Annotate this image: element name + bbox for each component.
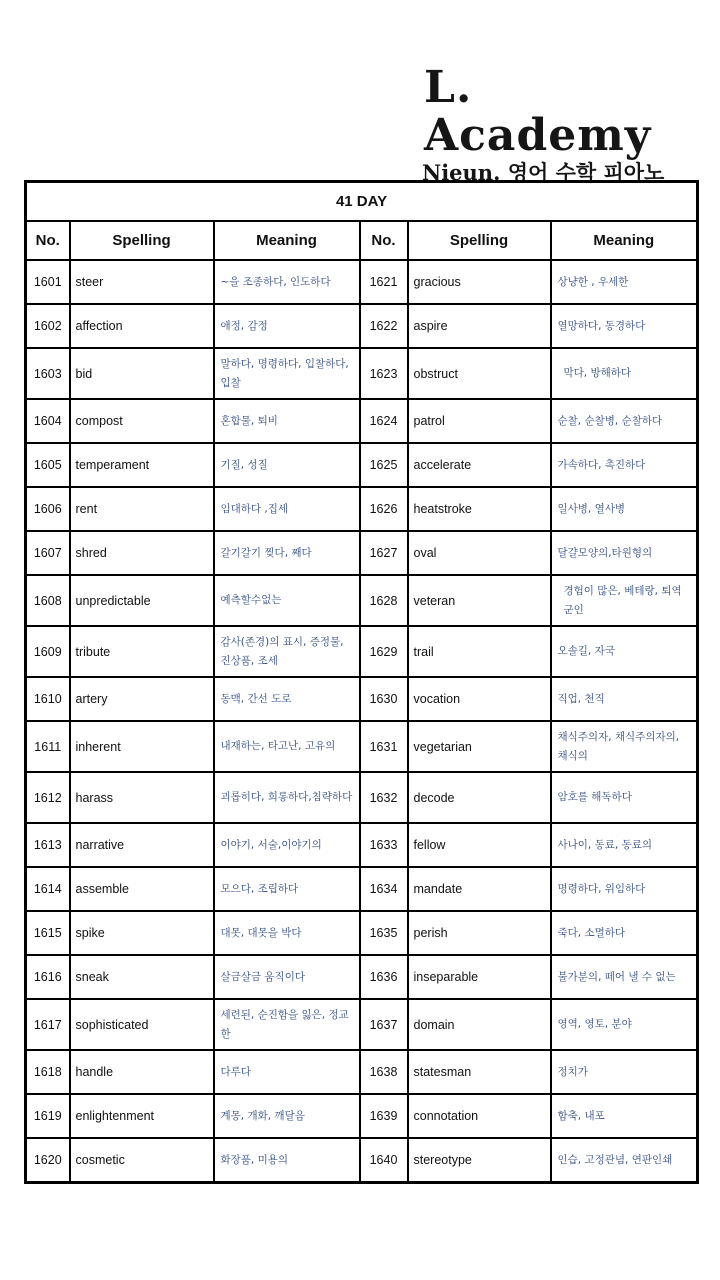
entry-spelling: handle [70, 1050, 214, 1094]
table-row [26, 348, 698, 399]
entry-number: 1638 [360, 1050, 408, 1094]
entry-number: 1639 [360, 1094, 408, 1138]
entry-number: 1626 [360, 487, 408, 531]
entry-meaning: 임대하다 ,집세 [214, 487, 360, 531]
table-row [26, 955, 698, 999]
entry-spelling: oval [408, 531, 551, 575]
entry-spelling: perish [408, 911, 551, 955]
entry-number: 1604 [26, 399, 70, 443]
entry-number: 1622 [360, 304, 408, 348]
entry-spelling: vocation [408, 677, 551, 721]
entry-meaning: 화장품, 미용의 [214, 1138, 360, 1183]
entry-meaning: 인습, 고정관념, 연판인쇄 [551, 1138, 698, 1183]
logo-title: L. Academy [424, 62, 652, 161]
entry-meaning: 막다, 방해하다 [551, 348, 698, 399]
table-row [26, 487, 698, 531]
entry-spelling: cosmetic [70, 1138, 214, 1183]
entry-spelling: heatstroke [408, 487, 551, 531]
entry-meaning: 말하다, 명령하다, 입찰하다, 입찰 [214, 348, 360, 399]
entry-meaning: 세련된, 순진함을 잃은, 정교한 [214, 999, 360, 1050]
entry-meaning: 예측할수없는 [214, 575, 360, 626]
entry-meaning: 모으다, 조립하다 [214, 867, 360, 911]
entry-number: 1635 [360, 911, 408, 955]
entry-meaning: 살금살금 움직이다 [214, 955, 360, 999]
entry-meaning: 계몽, 개화, 깨달음 [214, 1094, 360, 1138]
entry-spelling: inherent [70, 721, 214, 772]
entry-meaning: 일사병, 열사병 [551, 487, 698, 531]
table-row [26, 531, 698, 575]
entry-spelling: artery [70, 677, 214, 721]
entry-spelling: steer [70, 260, 214, 304]
entry-spelling: inseparable [408, 955, 551, 999]
entry-spelling: compost [70, 399, 214, 443]
entry-spelling: trail [408, 626, 551, 677]
entry-meaning: 명령하다, 위임하다 [551, 867, 698, 911]
entry-number: 1608 [26, 575, 70, 626]
table-row [26, 304, 698, 348]
entry-meaning: 함축, 내포 [551, 1094, 698, 1138]
entry-meaning: 기질, 성질 [214, 443, 360, 487]
entry-number: 1628 [360, 575, 408, 626]
entry-number: 1605 [26, 443, 70, 487]
entry-spelling: domain [408, 999, 551, 1050]
entry-number: 1630 [360, 677, 408, 721]
header-meaning: Meaning [214, 221, 360, 260]
entry-meaning: 암호를 해독하다 [551, 772, 698, 823]
table-row [26, 911, 698, 955]
entry-meaning: 애정, 감정 [214, 304, 360, 348]
header-no: No. [26, 221, 70, 260]
entry-meaning: 상냥한 , 우세한 [551, 260, 698, 304]
entry-number: 1633 [360, 823, 408, 867]
entry-number: 1616 [26, 955, 70, 999]
entry-meaning: 내재하는, 타고난, 고유의 [214, 721, 360, 772]
entry-number: 1610 [26, 677, 70, 721]
entry-number: 1611 [26, 721, 70, 772]
entry-meaning: 다루다 [214, 1050, 360, 1094]
entry-number: 1609 [26, 626, 70, 677]
entry-number: 1607 [26, 531, 70, 575]
entry-number: 1615 [26, 911, 70, 955]
day-title: 41 DAY [26, 182, 698, 222]
entry-spelling: accelerate [408, 443, 551, 487]
entry-number: 1612 [26, 772, 70, 823]
table-row [26, 721, 698, 772]
entry-spelling: shred [70, 531, 214, 575]
entry-spelling: gracious [408, 260, 551, 304]
logo-subtitle: Nieun. 영어 수학 피아노 [422, 160, 665, 185]
table-row [26, 626, 698, 677]
entry-number: 1617 [26, 999, 70, 1050]
entry-meaning: 가속하다, 촉진하다 [551, 443, 698, 487]
table-row [26, 867, 698, 911]
entry-meaning: 죽다, 소멸하다 [551, 911, 698, 955]
entry-meaning: 감사(존경)의 표시, 증정물, 진상품, 조세 [214, 626, 360, 677]
entry-meaning: 대못, 대못을 박다 [214, 911, 360, 955]
entry-number: 1634 [360, 867, 408, 911]
entry-spelling: veteran [408, 575, 551, 626]
entry-number: 1620 [26, 1138, 70, 1183]
entry-spelling: spike [70, 911, 214, 955]
table-row [26, 772, 698, 823]
table-row [26, 443, 698, 487]
entry-spelling: narrative [70, 823, 214, 867]
entry-meaning: 정치가 [551, 1050, 698, 1094]
entry-number: 1614 [26, 867, 70, 911]
entry-meaning: 영역, 영토, 분야 [551, 999, 698, 1050]
entry-spelling: stereotype [408, 1138, 551, 1183]
entry-number: 1636 [360, 955, 408, 999]
table-row [26, 260, 698, 304]
table-row [26, 1138, 698, 1183]
entry-meaning: 경험이 많은, 베테랑, 퇴역 군인 [551, 575, 698, 626]
header-row [26, 221, 698, 260]
entry-number: 1631 [360, 721, 408, 772]
entry-spelling: bid [70, 348, 214, 399]
entry-spelling: sneak [70, 955, 214, 999]
entry-meaning: 갈기갈기 찢다, 째다 [214, 531, 360, 575]
header-spelling: Spelling [70, 221, 214, 260]
entry-meaning: 이야기, 서술,이야기의 [214, 823, 360, 867]
entry-spelling: vegetarian [408, 721, 551, 772]
entry-spelling: temperament [70, 443, 214, 487]
entry-spelling: sophisticated [70, 999, 214, 1050]
entry-spelling: unpredictable [70, 575, 214, 626]
entry-meaning: 괴롭히다, 희롱하다,침략하다 [214, 772, 360, 823]
header-spelling: Spelling [408, 221, 551, 260]
entry-number: 1619 [26, 1094, 70, 1138]
entry-number: 1603 [26, 348, 70, 399]
table-row [26, 575, 698, 626]
entry-meaning: 동맥, 간선 도로 [214, 677, 360, 721]
table-row [26, 399, 698, 443]
academy-logo [420, 64, 710, 186]
entry-number: 1606 [26, 487, 70, 531]
entry-meaning: 달걀모양의,타원형의 [551, 531, 698, 575]
entry-number: 1601 [26, 260, 70, 304]
entry-number: 1621 [360, 260, 408, 304]
entry-spelling: assemble [70, 867, 214, 911]
entry-spelling: aspire [408, 304, 551, 348]
table-row [26, 999, 698, 1050]
header-meaning: Meaning [551, 221, 698, 260]
entry-spelling: statesman [408, 1050, 551, 1094]
vocabulary-table [24, 180, 699, 1184]
entry-number: 1632 [360, 772, 408, 823]
entry-meaning: 혼합물, 퇴비 [214, 399, 360, 443]
entry-spelling: affection [70, 304, 214, 348]
table-row [26, 1050, 698, 1094]
entry-number: 1613 [26, 823, 70, 867]
entry-spelling: mandate [408, 867, 551, 911]
entry-number: 1637 [360, 999, 408, 1050]
entry-spelling: tribute [70, 626, 214, 677]
entry-number: 1624 [360, 399, 408, 443]
table-row [26, 823, 698, 867]
entry-meaning: 오솔길, 자국 [551, 626, 698, 677]
entry-number: 1640 [360, 1138, 408, 1183]
entry-number: 1618 [26, 1050, 70, 1094]
entry-number: 1629 [360, 626, 408, 677]
entry-meaning: 불가분의, 떼어 낼 수 없는 [551, 955, 698, 999]
entry-meaning: 채식주의자, 채식주의자의, 채식의 [551, 721, 698, 772]
entry-spelling: enlightenment [70, 1094, 214, 1138]
entry-number: 1602 [26, 304, 70, 348]
header-no: No. [360, 221, 408, 260]
entry-meaning: 직업, 천직 [551, 677, 698, 721]
table-row [26, 677, 698, 721]
entry-spelling: rent [70, 487, 214, 531]
entry-spelling: fellow [408, 823, 551, 867]
entry-number: 1625 [360, 443, 408, 487]
entry-spelling: harass [70, 772, 214, 823]
entry-spelling: decode [408, 772, 551, 823]
entry-meaning: 열망하다, 동경하다 [551, 304, 698, 348]
entry-meaning: 순찰, 순찰병, 순찰하다 [551, 399, 698, 443]
entry-number: 1627 [360, 531, 408, 575]
entry-spelling: obstruct [408, 348, 551, 399]
entry-number: 1623 [360, 348, 408, 399]
entry-meaning: ~을 조종하다, 인도하다 [214, 260, 360, 304]
entry-spelling: patrol [408, 399, 551, 443]
table-row [26, 1094, 698, 1138]
entry-spelling: connotation [408, 1094, 551, 1138]
entry-meaning: 사나이, 동료, 동료의 [551, 823, 698, 867]
